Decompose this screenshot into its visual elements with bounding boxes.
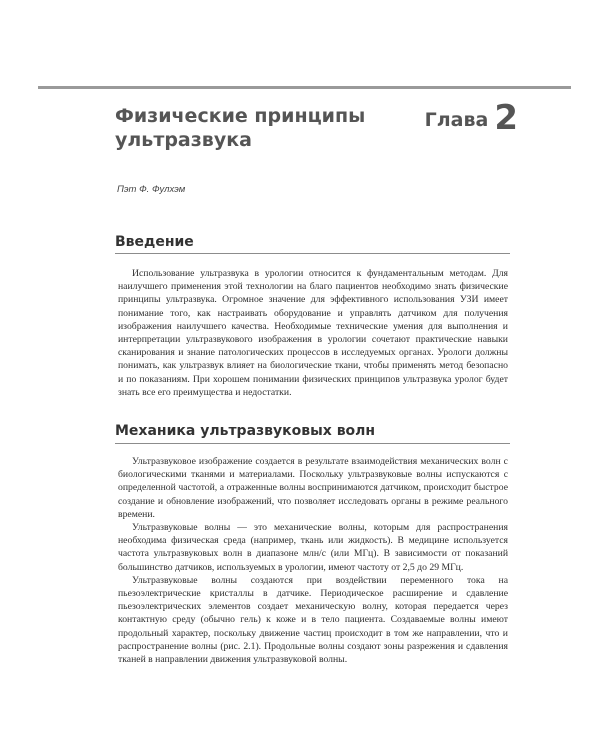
section-rule-introduction	[115, 253, 510, 254]
chapter-title: Физические принципы ультразвука	[115, 105, 366, 151]
section-heading-wave-mechanics: Механика ультразвуковых волн	[115, 423, 376, 439]
section-heading-introduction: Введение	[115, 234, 194, 250]
chapter-number: 2	[494, 98, 518, 138]
section-body-introduction	[118, 267, 508, 399]
paragraph: Ультразвуковые волны — это механические волны, которым для распространения необходима физическая среда (например, ткань или жидкость). В медицине используется частота ультразвуковых волн в диапазоне млн/с (или МГц). В зависимости от показаний большинство датчиков, используемых в урологии, имеют частоту от 2,5 до 29 МГц.	[118, 522, 508, 573]
chapter-label	[425, 98, 518, 138]
chapter-top-rule	[38, 86, 571, 89]
paragraph: Ультразвуковое изображение создается в результате взаимодействия механических волн с биологическими тканями и материалами. Поскольку ультразвуковые волны испускаются с определенной частотой, а отраженные волны воспринимаются датчиком, происходит быстрое создание и обновление изображений, что позволяет исследовать органы в режиме реального времени.	[118, 456, 508, 520]
chapter-word: Глава	[424, 109, 489, 131]
section-rule-wave-mechanics	[115, 443, 510, 444]
author-name: Пэт Ф. Фулхэм	[117, 184, 186, 195]
section-body-wave-mechanics	[118, 455, 508, 666]
paragraph: Использование ультразвука в урологии относится к фундаментальным методам. Для наилучшего применения этой технологии на благо пациентов необходимо знать физические принципы ультразвука. Огромное значение для эффективного использования УЗИ имеет понимание того, как настраивать оборудование и управлять датчиком для получения изображения наилучшего качества. Необходимые технические умения для выполнения и интерпретации ультразвукового изображения в урологии сочетают практические навыки сканирования и знание патологических процессов в исследуемых органах. Урологи должны понимать, как ультразвук влияет на биологические ткани, чтобы применять метод безопасно и по показаниям. При хорошем понимании физических принципов ультразвука уролог будет знать все его преимущества и недостатки.	[118, 268, 508, 398]
paragraph: Ультразвуковые волны создаются при воздействии переменного тока на пьезоэлектрические кристаллы в датчике. Периодическое расширение и сдавление пьезоэлектрических элементов создает механическую волну, которая передается через контактную среду (обычно гель) к коже и в тело пациента. Создаваемые волны имеют продольный характер, поскольку движение частиц происходит в том же направлении, что и распространение волны (рис. 2.1). Продольные волны создают зоны разрежения и сдавления тканей в направлении движения ультразвуковой волны.	[118, 574, 508, 666]
